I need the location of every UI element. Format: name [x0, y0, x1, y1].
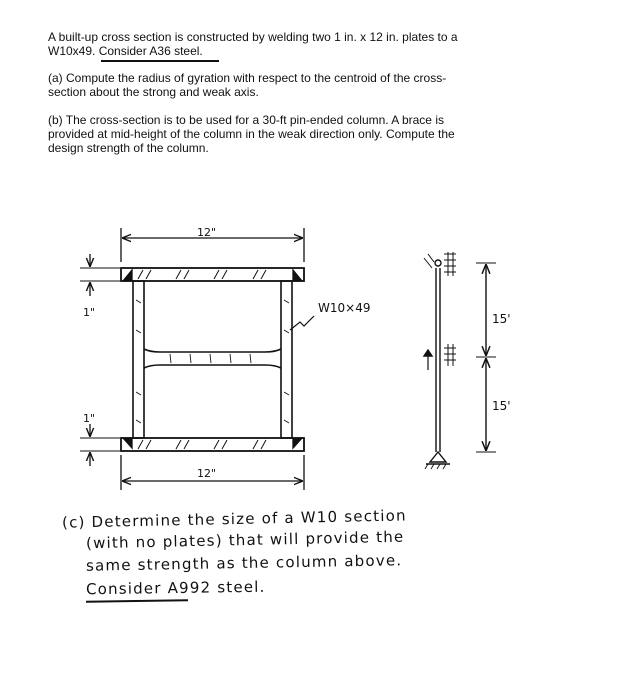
bottom-support-hatch [425, 464, 446, 469]
part-b-line-1: (b) The cross-section is to be used for a 30-ft pin-ended column. A brace is [48, 113, 444, 127]
section-leader [290, 316, 314, 330]
weld-bottom-right [293, 438, 302, 448]
cross-section-diagram [80, 228, 314, 490]
part-a-line-2: section about the strong and weak axis. [48, 85, 259, 99]
web-ticks [170, 354, 251, 363]
bottom-thickness-label: 1" [83, 412, 96, 425]
weld-top-left [123, 270, 132, 281]
part-c-line-3: same strength as the column above. [85, 551, 403, 575]
part-b-line-3: design strength of the column. [48, 141, 209, 155]
bottom-plate-hatch [138, 440, 266, 449]
part-a-line-1: (a) Compute the radius of gyration with respect to the centroid of the cross- [48, 71, 447, 85]
bottom-width-label: 12" [197, 467, 217, 480]
web-bottom-edge [144, 365, 281, 368]
lower-span-label: 15' [492, 399, 511, 413]
part-c-line-1: (c) Determine the size of a W10 section [61, 506, 407, 532]
intro-section-text: W10x49. [48, 44, 99, 58]
intro-steel-text: Consider A36 steel. [98, 44, 203, 58]
upper-span-label: 15' [492, 312, 511, 326]
flange-ticks [136, 300, 289, 423]
column-sketch [424, 252, 496, 469]
part-c-line-4: Consider A992 steel. [85, 577, 266, 599]
left-flange [133, 281, 144, 438]
part-b-line-2: provided at mid-height of the column in the weak direction only. Compute the [48, 127, 455, 141]
weld-bottom-left [123, 438, 132, 448]
intro-line-1: A built-up cross section is constructed by welding two 1 in. x 12 in. plates to a [48, 30, 458, 44]
web-top-edge [144, 349, 281, 352]
section-label: W10×49 [318, 301, 371, 315]
top-thickness-label: 1" [83, 306, 96, 319]
top-pin [435, 260, 441, 266]
weld-top-right [293, 270, 302, 281]
top-plate-hatch [138, 270, 266, 279]
mid-brace-arrow-left [424, 350, 432, 356]
part-c-line-2: (with no plates) that will provide the [85, 527, 405, 553]
mid-brace-hatch [444, 344, 456, 366]
top-width-label: 12" [197, 226, 217, 239]
bottom-support [430, 452, 446, 462]
right-flange [281, 281, 292, 438]
